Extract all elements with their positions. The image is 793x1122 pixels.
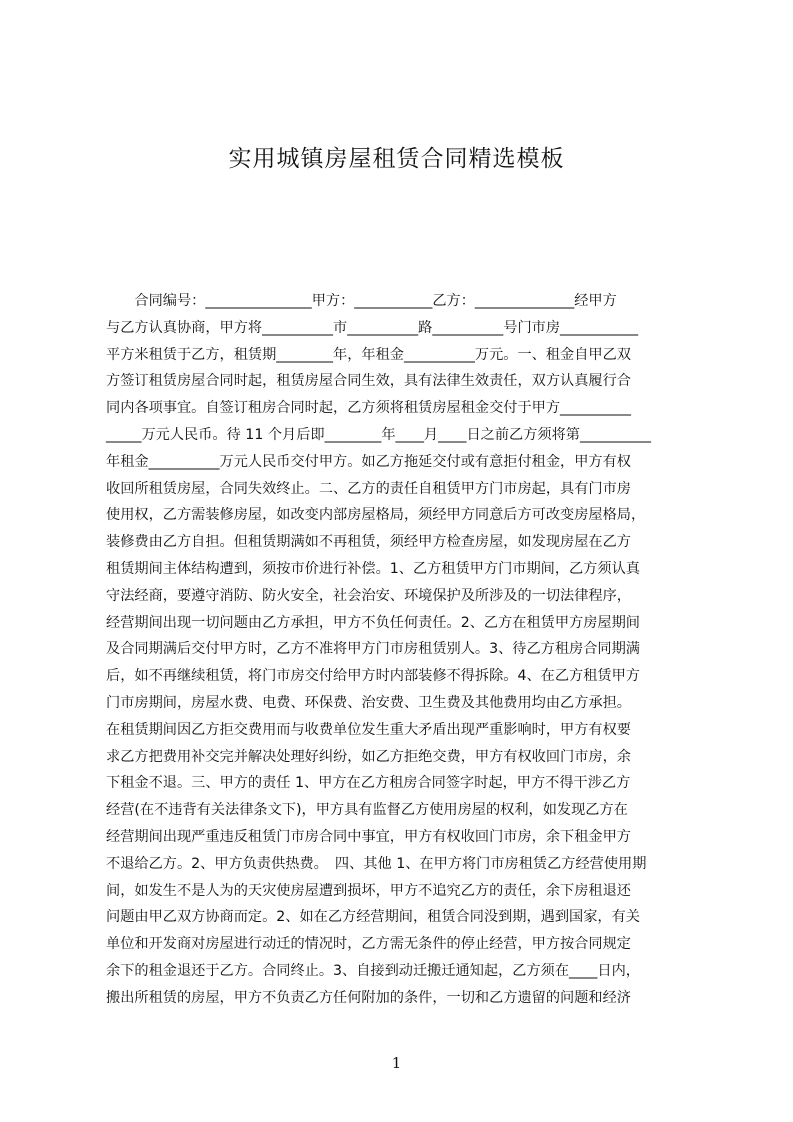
page-number: 1 xyxy=(391,1054,402,1072)
body-line: 门市房期间，房屋水费、电费、环保费、治安费、卫生费及其他费用均由乙方承担。 xyxy=(106,694,631,711)
body-line: 问题由甲乙双方协商而定。2、如在乙方经营期间，租赁合同没到期，遇到国家，有关 xyxy=(106,909,640,926)
body-line: 下租金不退。三、甲方的责任 1、甲方在乙方租房合同签字时起，甲方不得干涉乙方 xyxy=(106,775,631,792)
body-line: 经营期间出现严重违反租赁门市房合同中事宜，甲方有权收回门市房，余下租金甲方 xyxy=(106,828,631,845)
body-line: 求乙方把费用补交完并解决处理好纠纷，如乙方拒绝交费，甲方有权收回门市房，余 xyxy=(106,748,631,765)
body-line: 单位和开发商对房屋进行动迁的情况时，乙方需无条件的停止经营，甲方按合同规定 xyxy=(106,936,631,953)
body-line: 搬出所租赁的房屋，甲方不负责乙方任何附加的条件，一切和乙方遗留的问题和经济 xyxy=(106,989,631,1006)
body-line: 经营期间出现一切问题由乙方承担，甲方不负任何责任。2、乙方在租赁甲方房屋期间 xyxy=(106,614,640,631)
body-line: 装修费由乙方自担。但租赁期满如不再租赁，须经甲方检查房屋，如发现房屋在乙方 xyxy=(106,534,631,551)
body-line: 余下的租金退还于乙方。合同终止。3、自接到动迁搬迁通知起，乙方须在____日内， xyxy=(106,962,640,979)
body-line: 在租赁期间因乙方拒交费用而与收费单位发生重大矛盾出现严重影响时，甲方有权要 xyxy=(106,721,631,738)
contract-body xyxy=(106,288,698,1006)
body-line: 平方米租赁于乙方，租赁期________年，年租金__________万元。一、租金自甲乙双 xyxy=(106,346,631,363)
document-title: 实用城镇房屋租赁合同精选模板 xyxy=(228,146,565,172)
body-line: 使用权，乙方需装修房屋，如改变内部房屋格局，须经甲方同意后方可改变房屋格局， xyxy=(106,507,646,524)
body-line: 守法经商，要遵守消防、防火安全，社会治安、环境保护及所涉及的一切法律程序， xyxy=(106,587,631,604)
body-line: 方签订租赁房屋合同时起，租赁房屋合同生效，具有法律生效责任，双方认真履行合 xyxy=(106,373,631,390)
body-line: 间，如发生不是人为的天灾使房屋遭到损坏，甲方不追究乙方的责任，余下房租退还 xyxy=(106,882,631,899)
body-line: 收回所租赁房屋，合同失效终止。二、乙方的责任自租赁甲方门市房起，具有门市房 xyxy=(106,480,631,497)
body-line: 年租金__________万元人民币交付甲方。如乙方拖延交付或有意拒付租金，甲方有权 xyxy=(106,453,631,470)
body-line: _____万元人民币。待 11 个月后即________年____月____日之前乙方须将第__________ xyxy=(106,426,651,443)
body-line: 与乙方认真协商，甲方将__________市__________路__________号门市房___________ xyxy=(106,319,639,336)
body-line: 合同编号：_______________甲方：___________乙方：______________经甲方 xyxy=(106,293,617,309)
body-line: 及合同期满后交付甲方时，乙方不准将甲方门市房租赁别人。3、待乙方租房合同期满 xyxy=(106,641,640,658)
body-line: 不退给乙方。2、甲方负责供热费。 四、其他 1、在甲方将门市房租赁乙方经营使用期 xyxy=(106,855,647,872)
body-line: 后，如不再继续租赁，将门市房交付给甲方时内部装修不得拆除。4、在乙方租赁甲方 xyxy=(106,668,640,685)
body-line: 租赁期间主体结构遭到，须按市价进行补偿。1、乙方租赁甲方门市期间，乙方须认真 xyxy=(106,560,640,577)
body-line: 同内各项事宜。自签订租房合同时起，乙方须将租赁房屋租金交付于甲方__________ xyxy=(106,400,631,417)
body-line: 经营(在不违背有关法律条文下)，甲方具有监督乙方使用房屋的权利，如发现乙方在 xyxy=(106,802,628,819)
